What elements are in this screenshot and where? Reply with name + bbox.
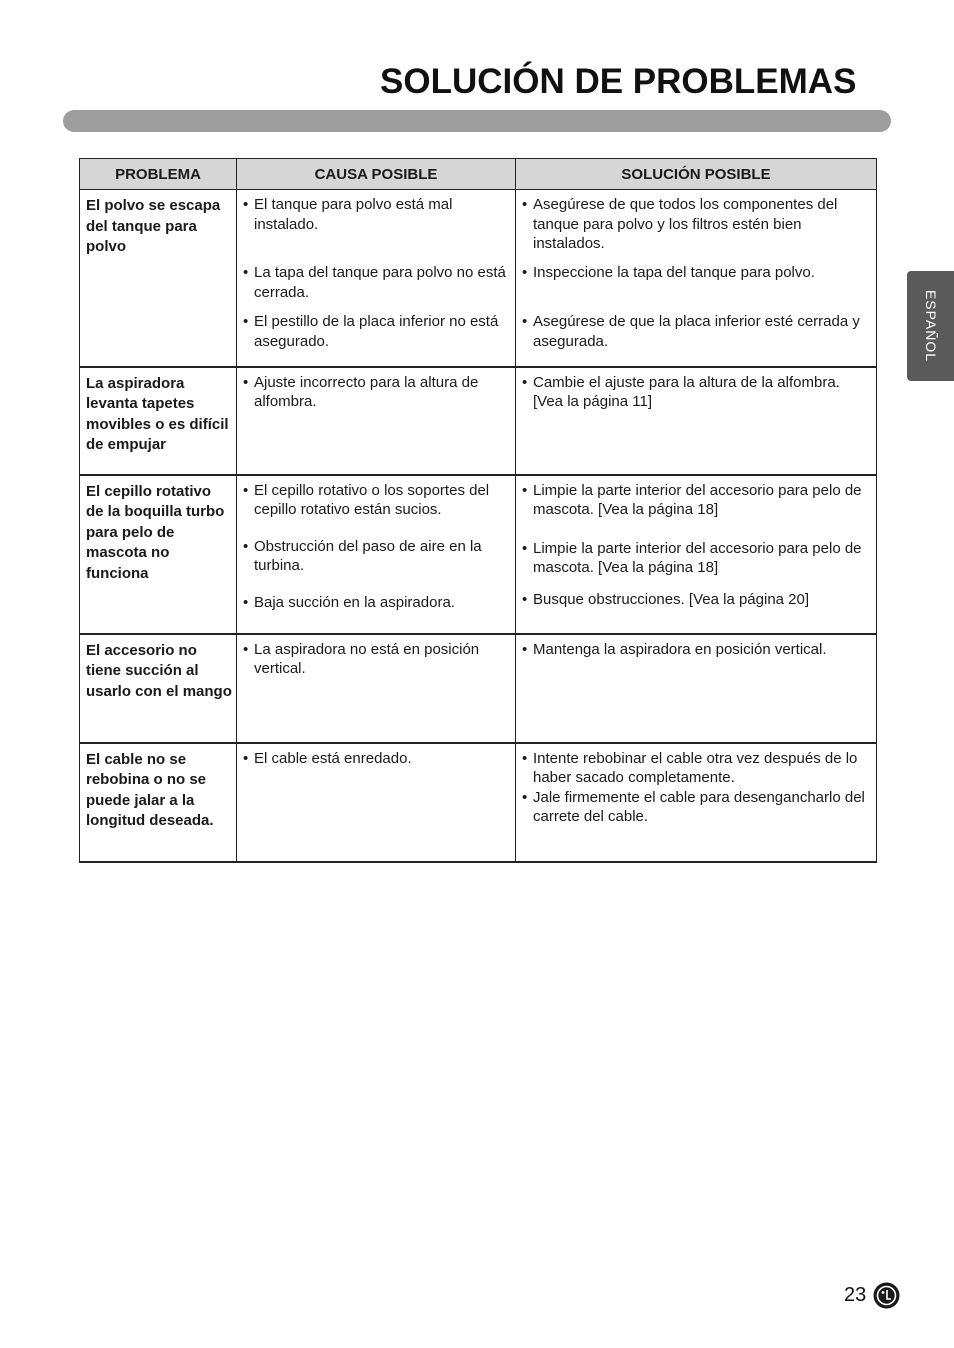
solution-item: • Limpie la parte interior del accesorio para pelo de mascota. [Vea la página 18] <box>522 481 862 518</box>
solution-cell <box>516 367 877 475</box>
solution-item: • Inspeccione la tapa del tanque para polvo. <box>522 264 815 281</box>
cause-item: • Baja succión en la aspiradora. <box>243 593 455 611</box>
table-row <box>80 367 877 475</box>
solution-cell <box>516 743 877 862</box>
column-header-problem: PROBLEMA <box>80 159 237 190</box>
cause-item: • El cepillo rotativo o los soportes del cepillo rotativo están sucios. <box>243 481 490 518</box>
problem-cell: El accesorio no tiene succión al usarlo con el mango <box>80 634 237 743</box>
solution-cell <box>516 190 877 367</box>
problem-cell: El cable no se rebobina o no se puede jalar a la longitud deseada. <box>80 743 237 862</box>
cause-item: • El tanque para polvo está mal instalado. <box>243 196 453 233</box>
table-header-row <box>80 159 877 190</box>
page-title: SOLUCIÓN DE PROBLEMAS <box>380 62 857 101</box>
cause-item: • Obstrucción del paso de aire en la turbina. <box>243 537 482 574</box>
solution-item: • Busque obstrucciones. [Vea la página 20] <box>522 590 810 608</box>
cause-cell <box>237 634 516 743</box>
cause-cell <box>237 475 516 634</box>
troubleshooting-table <box>79 158 877 863</box>
cause-item: • El cable está enredado. <box>243 749 412 767</box>
language-tab-label: ESPAÑOL <box>922 289 939 363</box>
problem-cell: El cepillo rotativo de la boquilla turbo para pelo de mascota no funciona <box>80 475 237 634</box>
table-row <box>80 743 877 862</box>
cause-item: • Ajuste incorrecto para la altura de alfombra. <box>243 373 479 410</box>
cause-cell <box>237 190 516 367</box>
cause-item: • La tapa del tanque para polvo no está cerrada. <box>243 264 506 301</box>
cause-cell <box>237 743 516 862</box>
solution-item: • Asegúrese de que todos los componentes del tanque para polvo y los filtros estén bien instalados. <box>522 196 838 252</box>
cause-cell <box>237 367 516 475</box>
solution-item: • Limpie la parte interior del accesorio para pelo de mascota. [Vea la página 18] <box>522 539 862 576</box>
solution-cell <box>516 634 877 743</box>
table-row <box>80 190 877 367</box>
solution-item: • Jale firmemente el cable para desengancharlo del carrete del cable. <box>522 788 865 825</box>
solution-item: • Cambie el ajuste para la altura de la alfombra. [Vea la página 11] <box>522 373 840 410</box>
solution-item: • Mantenga la aspiradora en posición vertical. <box>522 640 827 658</box>
lg-logo-icon <box>873 1282 900 1309</box>
cause-item: • La aspiradora no está en posición vertical. <box>243 640 480 677</box>
title-bar <box>63 110 891 132</box>
table-row <box>80 634 877 743</box>
page-number: 23 <box>844 1284 867 1306</box>
cause-item: • El pestillo de la placa inferior no está asegurado. <box>243 313 499 350</box>
solution-item: • Asegúrese de que la placa inferior esté cerrada y asegurada. <box>522 313 860 350</box>
language-tab <box>907 271 954 381</box>
problem-cell: El polvo se escapa del tanque para polvo <box>80 190 237 367</box>
problem-cell: La aspiradora levanta tapetes movibles o es difícil de empujar <box>80 367 237 475</box>
solution-cell <box>516 475 877 634</box>
solution-item: • Intente rebobinar el cable otra vez después de lo haber sacado completamente. <box>522 749 858 786</box>
column-header-solution: SOLUCIÓN POSIBLE <box>516 159 877 190</box>
table-row <box>80 475 877 634</box>
column-header-cause: CAUSA POSIBLE <box>237 159 516 190</box>
